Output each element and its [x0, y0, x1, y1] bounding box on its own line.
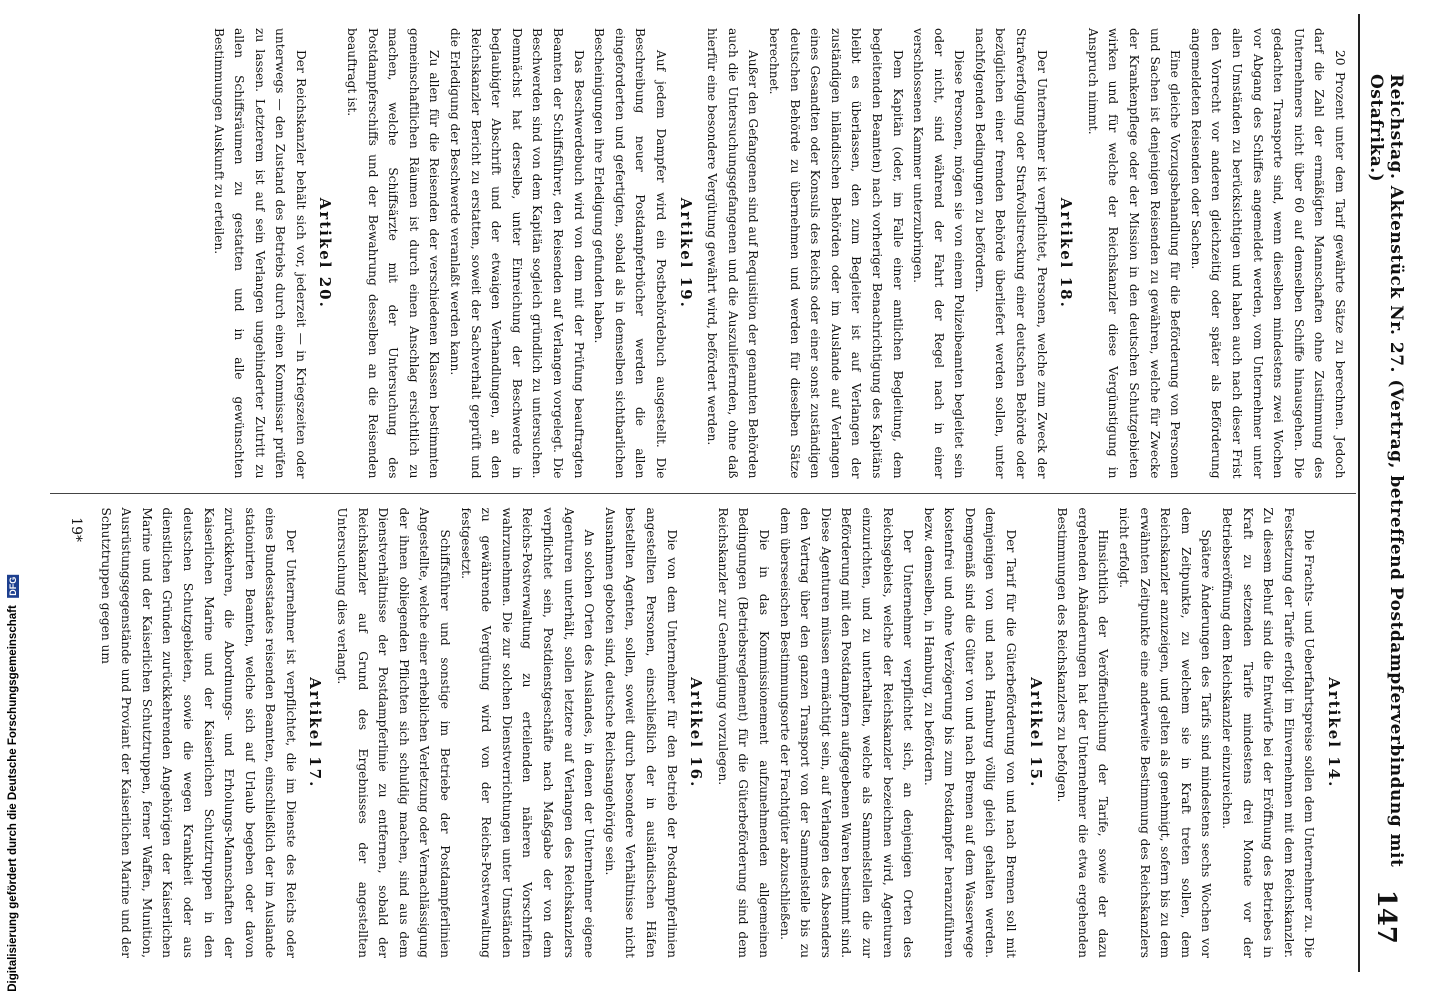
article-heading: Artikel 19.	[676, 197, 695, 309]
paragraph: Die in das Kommissionement aufzunehmenden allgemeinen Bedingungen (Betriebsreglement) für die Güterbeförderung sind dem Reichskanzler zur Genehmigung vorzulegen.	[715, 507, 771, 958]
article-heading: Artikel 17.	[306, 677, 325, 789]
paragraph: 20 Prozent unter dem Tarif gewährte Sätze zu berechnen. Jedoch darf die Zahl der ermäßigten Mannschaften ohne Zustimmung des Unternehmers nicht über 60 auf demselben Schiffe hinausgehen. Die gedachten Transporte sind, wenn dieselben mindestens zwei Wochen vor Abgang des Schiffes angemeldet werden, vom Unternehmer unter allen Umständen zu berücksichtigen und haben auch nach dieser Frist den Vorrecht vor anderen gleichzeitig oder später als Beförderung angemeldeten Reisenden oder Sachen.	[1188, 28, 1347, 479]
article-heading: Artikel 14.	[1325, 677, 1343, 789]
paragraph: Zu allen für die Reisenden der verschiedenen Klassen bestimmten gemeinschaftlichen Räumen ist durch einen Anschlag ersichtlich zu machen, welche Schiffsärzte mit der Untersuchung des Postdampferschiffs und der Bewahrung desselben an die Reisenden beauftragt ist.	[345, 28, 442, 479]
article-heading: Artikel 16.	[687, 677, 706, 789]
paragraph: Der Unternehmer ist verpflichtet, die im Dienste des Reichs oder eines Bundesstaates reisenden Beamten, einschließlich der im Auslande stationirten Beamten, welche sich auf Urlaub begeben oder davon zurückkehren, die Abordnungs- und Erholungs-Mannschaften der Kaiserlichen Marine und der Kaiserlichen Schutztruppen in den deutschen Schutzgebieten, sowie die wegen Krankheit oder aus dienstlichen Gründen zurückkehrenden Angehörigen der Kaiserlichen Marine und der Kaiserlichen Schutztruppen, ferner Waffen, Munition, Ausrüstungsgegenstände und Proviant der Kaiserlichen Marine und der Schutztruppen gegen um	[98, 507, 298, 958]
signature-mark: 19*	[68, 517, 84, 542]
paragraph: Auf jedem Dampfer wird ein Postbehördebuch ausgestellt. Die Beschreibung neuer Postdampferbücher werden die allen eingeforderten und gefertigten, sobald als in demselben sichtbarlichen Bescheinigungen ihre Erledigung gefunden haben.	[592, 28, 668, 479]
paragraph: Der Reichskanzler behält sich vor, jederzeit — in Kriegszeiten oder unterwegs — den Zustand des Betriebs durch einen Kommissar prüfen zu lassen. Letzterem ist auf sein Verlangen ungehinderter Zutritt zu allen Schiffsräumen zu gestatten und in alle gewünschten Bestimmungen Auskunft zu erteilen.	[211, 28, 308, 479]
paragraph: Der Unternehmer ist verpflichtet, Personen, welche zum Zweck der Strafverfolgung oder Strafvollstreckung einer deutschen Behörde oder bezüglichen einer fremden Behörde überliefert werden sollen, unter nachfolgenden Bedingungen zu befördern.	[972, 28, 1049, 479]
paragraph: An solchen Orten des Auslandes, in denen der Unternehmer eigene Agenturen unterhält, sollen letztere auf Verlangen des Reichskanzlers verpflichtet sein, Postdienstgeschäfte nach Maßgabe der von dem Reichs-Postverwaltung zu erteilenden näheren Vorschriften wahrzunehmen. Die zur solchen Dienstverrichtungen unter Umständen zu gewährende Vergütung wird von der Reichs-Postverwaltung festgesetzt.	[458, 507, 597, 958]
page-header	[1358, 14, 1412, 972]
article-heading: Artikel 20.	[316, 197, 335, 309]
paragraph: Diese Personen, mögen sie von einem Polizeibeamten begleitet sein oder nicht, sind während der Fahrt der Regel nach in einer verschlossenen Kammer unterzubringen.	[911, 28, 967, 479]
page-number: 147	[1371, 889, 1401, 944]
paragraph: Außer den Gefangenen sind auf Requisition der genannten Behörden auch die Untersuchungsgefangenen und die Auszuliefernden, ohne daß hierfür eine besondere Vergütung gewährt wird, befördert werden.	[705, 28, 761, 479]
paragraph: Schiffsführer und sonstige im Betriebe der Postdampferlinien Angestellte, welche einer erheblichen Verletzung oder Vernachlässigung der ihnen obliegenden Pflichten sich schuldig machen, sind aus dem Dienstverhältnisse der Postdampferlinie zu entfernen, sobald der Reichskanzler auf Grund des Ergebnisses der angestellten Untersuchung dies verlangt.	[335, 507, 453, 958]
paragraph: Das Beschwerdebuch wird von dem mit der Prüfung beauftragten Beamten der Schiffsführer, den Reisenden auf Verlangen vorgelegt. Die Beschwerden sind von dem Kapitän sogleich gründlich zu untersuchen. Demnächst hat derselbe, unter Einreichung der Beschwerde in beglaubigter Abschrift und der etwaigen Verhandlungen, an den Reichskanzler Bericht zu erstatten, soweit der Sachverhalt geprüft und die Erledigung der Beschwerde veranlaßt werden kann.	[448, 28, 586, 479]
article-heading: Artikel 15.	[1026, 677, 1045, 789]
paragraph: Hinsichtlich der Veröffentlichung der Tarife, sowie der dazu ergehenden Abänderungen hat der Unternehmer die etwa ergehenden Bestimmungen des Reichskanzlers zu befolgen.	[1055, 507, 1111, 958]
page-content	[50, 14, 1412, 972]
dfg-logo-icon: DFG	[8, 577, 18, 597]
paragraph: Der Tarif für die Güterbeförderung von und nach Bremen soll mit demjenigen von und nach Hamburg völlig gleich gehalten werden. Demgemäß sind die Güter von und nach Bremen auf dem Wasserwege kostenfrei und ohne Verzögerung bis zum Postdampfer heranzuführen bezw. demselben, in Hamburg, zu befördern.	[921, 507, 1019, 958]
paragraph: Die von dem Unternehmer für den Betrieb der Postdampferlinien angestellten Personen, einschließlich der in ausländischen Häfen bestellten Agenten, sollen, soweit durch besondere Verhältnisse nicht Ausnahmen geboten sind, deutsche Reichsangehörige sein.	[602, 507, 679, 958]
paragraph: Dem Kapitän (oder, im Falle einer amtlichen Begleitung, dem begleitenden Beamten) nach vorheriger Benachrichtigung des Kapitäns bleibt es überlassen, den zum Begleiter ist auf Verlangen der zuständigen inländischen Behörden oder im Auslande auf Verlangen eines Gesandten oder Konsuls des Reichs oder einer sonst zuständigen deutschen Behörde zu übernehmen und werden für dieselben Sätze berechnet.	[766, 28, 905, 479]
paragraph: Eine gleiche Vorzugsbehandlung für die Beförderung von Personen und Sachen ist denjenigen Reisenden zu gewähren, welche für Zwecke der Krankenpflege oder der Mission in den deutschen Schutzgebieten wirken und für welche der Reichskanzler diese Vergünstigung in Anspruch nimmt.	[1085, 28, 1183, 479]
paragraph: Der Unternehmer verpflichtet sich, an denjenigen Orten des Reichsgebiets, welche der Reichskanzler bezeichnen wird, Agenturen einzurichten, und zu unterhalten, welche als Sammelstellen die zur Beförderung mit den Postdampfern aufgegebenen Waren bestimmt sind. Diese Agenturen müssen ermächtigt sein, auf Verlangen des Absenders den Vertrag über den ganzen Transport von der Sammelstelle bis zu dem überseeischen Bestimmungsorte der Frachtgüter abzuschließen.	[777, 507, 916, 958]
column-one	[50, 14, 1356, 494]
paragraph: Spätere Änderungen des Tarifs sind mindestens sechs Wochen vor dem Zeitpunkte, zu welchem sie in Kraft treten sollen, dem Reichskanzler anzuzeigen, und gelten als genehmigt, sofern bis zu dem erwähnten Zeitpunkte eine anderweite Bestimmung des Reichskanzlers nicht erfolgt.	[1117, 507, 1214, 958]
article-heading: Artikel 18.	[1057, 197, 1076, 309]
running-title: Reichstag. Aktenstück Nr. 27. (Vertrag, betreffend Postdampferverbindung mit Ostafrika.)	[1366, 74, 1406, 868]
dfg-watermark	[2, 0, 24, 1000]
watermark-text: Digitalisierung gefördert durch die Deutsche Forschungsgemeinschaft	[7, 605, 19, 992]
column-two	[50, 494, 1356, 973]
paragraph: Die Frachts- und Ueberfahrtspreise sollen dem Unternehmer zu. Die Festsetzung der Tarife erfolgt im Einvernehmen mit dem Reichskanzler. Zu diesem Behuf sind die Entwürfe bei der Eröffnung des Betriebes in Kraft zu setzenden Tarife mindestens drei Monate vor der Betriebseröffnung dem Reichskanzler einzureichen.	[1220, 507, 1317, 958]
text-columns	[50, 14, 1356, 972]
